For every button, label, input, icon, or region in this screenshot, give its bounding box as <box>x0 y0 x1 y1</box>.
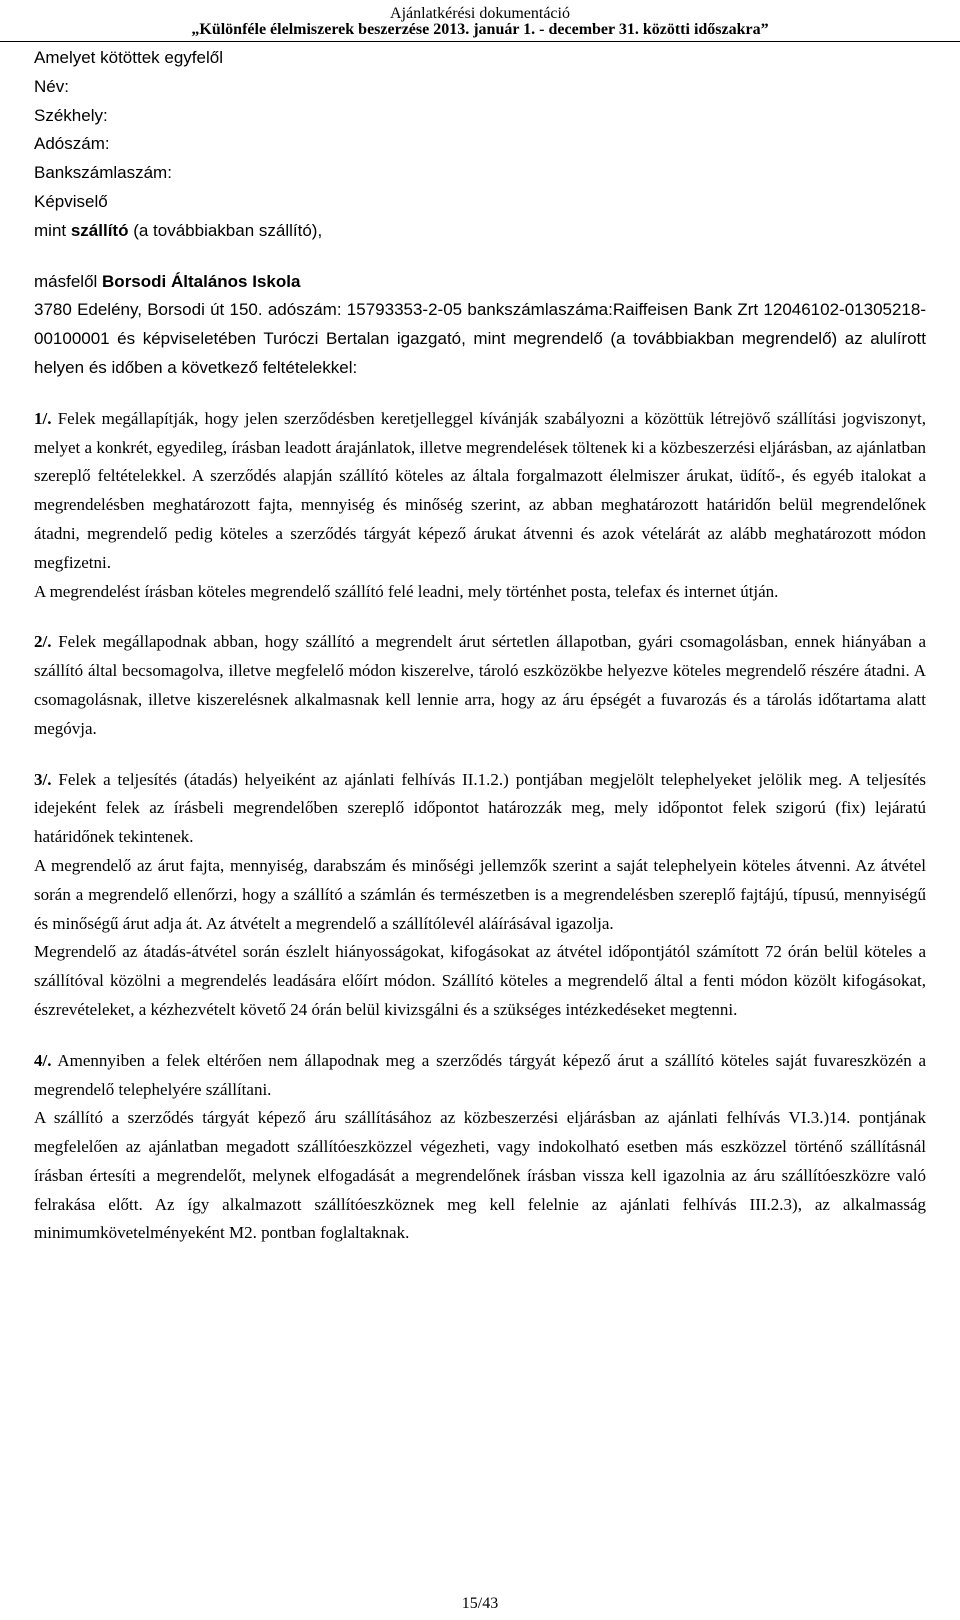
section-2-number: 2/. <box>34 632 52 652</box>
customer-name-line <box>34 268 926 297</box>
section-3 <box>34 766 926 1025</box>
supplier-rep-label: Képviselő <box>34 191 108 211</box>
supplier-block <box>34 44 926 246</box>
supplier-role-prefix: mint <box>34 220 71 240</box>
section-2-text-1: Felek megállapodnak abban, hogy szállító a megrendelt árut sértetlen állapotban, gyári csomagolásban, ennek hiányában a szállító által becsomagolva, illetve megfelelő módon kiszerelve, tároló eszközökbe helyezve köteles megrendelő részére átadni. A csomagolásnak, illetve kiszerelésnek alkalmasnak kell lennie arra, hogy az áru épségét a fuvarozás és a tárolás időtartama alatt megóvja. <box>34 632 926 738</box>
section-1-para-2: A megrendelést írásban köteles megrendelő szállító felé leadni, mely történhet posta, telefax és internet útján. <box>34 581 779 601</box>
supplier-bank-label: Bankszámlaszám: <box>34 163 172 183</box>
customer-block <box>34 268 926 297</box>
spacer <box>34 606 926 628</box>
section-3-number: 3/. <box>34 769 52 789</box>
supplier-role-line <box>34 217 926 246</box>
section-2 <box>34 628 926 743</box>
section-3-para-2: A megrendelő az árut fajta, mennyiség, darabszám és minőségi jellemzők szerint a saját telephelyein köteles átvenni. Az átvétel során a megrendelő ellenőrzi, hogy a szállító a számlán és természetben is a megrendelésben szereplő fajtájú, típusú, mennyiségű és minőségű árut adja át. Az átvételt a megrendelő a szállítólevél aláírásával igazolja. <box>34 855 926 933</box>
section-3-para-1 <box>34 766 926 852</box>
document-title: Ajánlatkérési dokumentáció <box>390 5 570 22</box>
spacer <box>34 246 926 268</box>
section-4 <box>34 1047 926 1249</box>
spacer <box>34 1025 926 1047</box>
section-4-para-1 <box>34 1047 926 1105</box>
section-1-number: 1/. <box>34 408 52 428</box>
customer-prefix: másfelől <box>34 271 103 291</box>
section-1-para-1 <box>34 405 926 578</box>
section-4-text-1: Amennyiben a felek eltérően nem állapodnak meg a szerződés tárgyát képező árut a szállító köteles saját fuvareszközén a megrendelő telephelyére szállítani. <box>34 1050 927 1099</box>
customer-name: Borsodi Általános Iskola <box>102 271 301 291</box>
section-4-number: 4/. <box>34 1050 52 1070</box>
supplier-intro: Amelyet kötöttek egyfelől <box>34 48 223 67</box>
section-2-para-1 <box>34 628 926 743</box>
section-3-para-3: Megrendelő az átadás-átvétel során észlelt hiányosságokat, kifogásokat az átvétel időpontjától számított 72 órán belül köteles a szállítóval közölni a megrendelés leadására előírt módon. Szállító köteles a megrendelő által a fenti módon közölt kifogásokat, észrevételeket, a kézhezvételt követő 24 órán belül kivizsgálni és a szükséges intézkedéseket megtenni. <box>34 942 926 1019</box>
supplier-name-label: Név: <box>34 76 69 96</box>
section-3-text-1: Felek a teljesítés (átadás) helyeiként az ajánlati felhívás II.1.2.) pontjában megjelölt telephelyeket jelölik meg. A teljesítés idejeként felek az írásbeli megrendelőben szereplő időpontot határozzák meg, mely időpontot felek szigorú (fix) lejáratú határidőnek tekintenek. <box>34 769 926 847</box>
spacer <box>34 383 926 405</box>
supplier-role-bold: szállító <box>70 220 129 240</box>
supplier-seat-label: Székhely: <box>34 105 108 125</box>
customer-details: 3780 Edelény, Borsodi út 150. adószám: 15793353-2-05 bankszámlaszáma:Raiffeisen Bank Zrt 12046102-01305218-00100001 és képviseletében Turóczi Bertalan igazgató, mint megrendelő (a továbbiakban megrendelő) az alulírott helyen és időben a következő feltételekkel: <box>34 300 926 377</box>
section-1-text-1: Felek megállapítják, hogy jelen szerződésben keretjelleggel kívánják szabályozni a közöttük létrejövő szállítási jogviszonyt, melyet a konkrét, egyedileg, írásban leadott árajánlatok, illetve megrendelések töltenek ki a közbeszerzési eljárásban, az ajánlatban szereplő feltételekkel. A szerződés alapján szállító köteles az általa forgalmazott élelmiszer árukat, üdítő-, és egyéb italokat a megrendelésben meghatározott fajta, mennyiség és minőség szerint, az abban meghatározott határidőn belül megrendelőnek átadni, megrendelő pedig köteles a szerződés tárgyát képező árukat átvenni és azok vételárát az alább meghatározott módon megfizetni. <box>34 408 926 572</box>
section-1 <box>34 405 926 607</box>
header-rule <box>0 41 960 42</box>
procurement-subtitle: „Különféle élelmiszerek beszerzése 2013. január 1. - december 31. közötti időszakra” <box>191 21 769 38</box>
page-number: 15/43 <box>461 1595 499 1612</box>
spacer <box>34 744 926 766</box>
contract-body <box>34 44 926 1248</box>
section-4-para-2: A szállító a szerződés tárgyát képező áru szállításához az közbeszerzési eljárásban az ajánlati felhívás VI.3.)14. pontjának megfelelően az ajánlatban megadott szállítóeszközzel végezheti, vagy indokolható esetben más eszközzel történő szállításnál írásban értesíti a megrendelőt, melynek elfogadását a megrendelőnek írásban vissza kell igazolnia az áru szállítóeszközre való felrakása előtt. Az így alkalmazott szállítóeszköznek meg kell felelnie az ajánlati felhívás III.2.3), az alkalmasság minimumkövetelményeként M2. pontban foglaltaknak. <box>34 1108 926 1243</box>
supplier-tax-label: Adószám: <box>34 134 110 154</box>
supplier-role-suffix: (a továbbiakban szállító), <box>128 220 323 240</box>
